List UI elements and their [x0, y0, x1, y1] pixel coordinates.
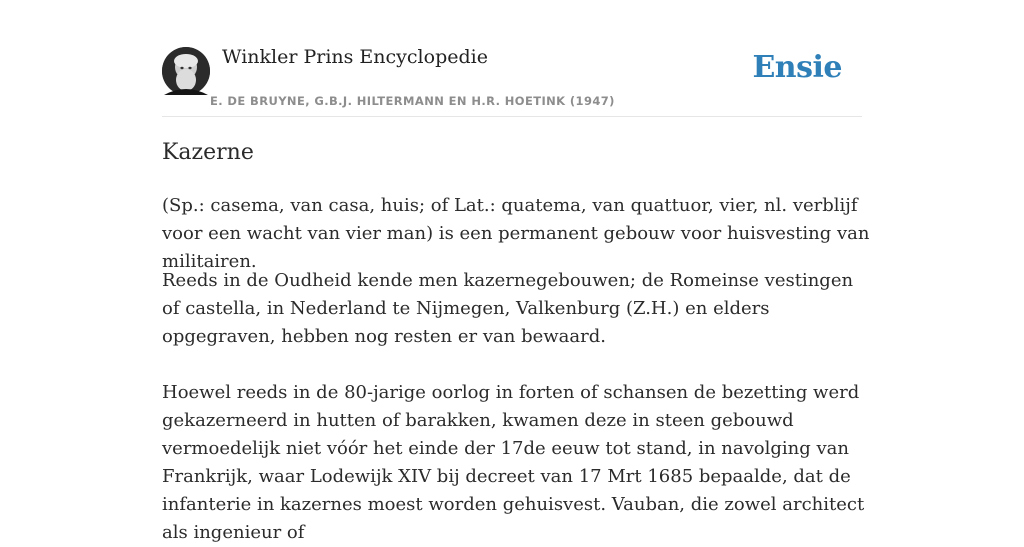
authors-line: E. DE BRUYNE, G.B.J. HILTERMANN EN H.R. HOETINK (1947) — [210, 94, 615, 108]
article-paragraph: (Sp.: casema, van casa, huis; of Lat.: quatema, van quattuor, vier, nl. verblijf voor een wacht van vier man) is een permanent gebouw voor huisvesting van militairen. — [162, 195, 870, 272]
ensie-logo[interactable]: Ensie — [752, 50, 842, 85]
article-paragraph: Reeds in de Oudheid kende men kazernegebouwen; de Romeinse vestingen of castella, in Nederland te Nijmegen, Valkenburg (Z.H.) en elders opgegraven, hebben nog resten er van bewaard. — [162, 270, 854, 347]
article-paragraph: Hoewel reeds in de 80-jarige oorlog in forten of schansen de bezetting werd gekazerneerd in hutten of barakken, kwamen deze in steen gebouwd vermoedelijk niet vóór het einde der 17de eeuw tot stand, in navolging van Frankrijk, waar Lodewijk XIV bij decreet van 17 Mrt 1685 bepaalde, dat de infanterie in kazernes moest worden gehuisvest. Vauban, die zowel architect als ingenieur of — [162, 382, 865, 543]
author-avatar[interactable] — [162, 47, 210, 95]
page — [162, 0, 870, 543]
site-title[interactable]: Winkler Prins Encyclopedie — [222, 46, 488, 68]
site-header — [162, 0, 862, 117]
article-title: Kazerne — [162, 140, 254, 165]
portrait-icon — [162, 47, 210, 95]
